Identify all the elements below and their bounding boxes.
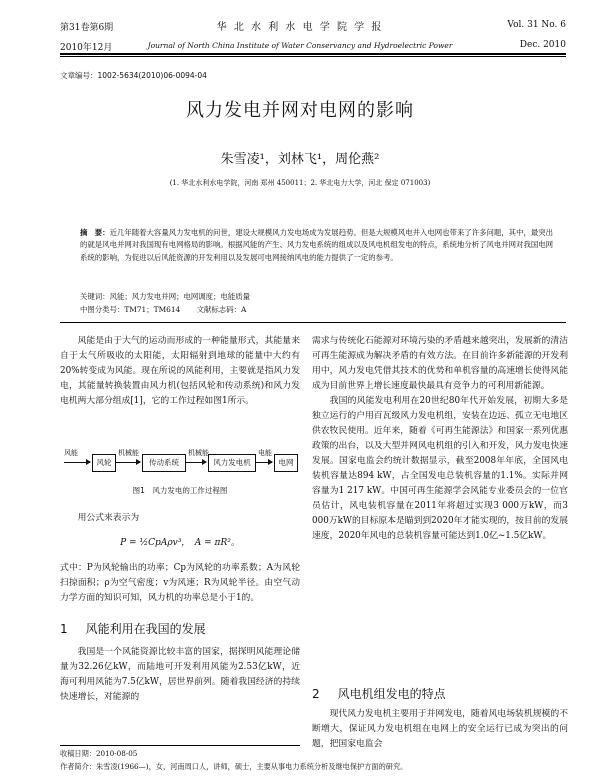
flow-label-mechanical-2: 机械能 xyxy=(188,449,209,457)
formula-explanation-text: 式中：P为风轮输出的功率；Cp为风轮的功率系数；A为风轮扫掠面积；ρ为空气密度；v为风速；R为风轮半径。由空气动力学方面的知识可知，风力机的功率总是小于1的。 xyxy=(60,563,300,603)
figure-caption: 图1 风力发电的工作过程图 xyxy=(132,486,228,495)
section-1-heading xyxy=(60,620,206,637)
flow-arrow xyxy=(256,462,272,463)
formula: P = ½CpAρv³， A = πR²。 xyxy=(120,538,240,548)
header-rule-top xyxy=(60,53,566,55)
header-volume: 第31卷第6期 xyxy=(60,23,114,33)
flow-label-wind-energy: 风能 xyxy=(64,449,78,457)
figure-1-flowchart xyxy=(64,450,300,480)
header-vol-en: Vol. 31 No. 6 xyxy=(507,20,566,30)
flow-arrow xyxy=(116,462,140,463)
flow-box-transmission: 传动系统 xyxy=(142,454,186,472)
abstract-label: 摘 要： xyxy=(80,228,110,237)
document-code: 文献标志码：A xyxy=(196,305,247,314)
section-2-heading xyxy=(312,685,446,702)
flow-arrow xyxy=(64,462,90,463)
clc-number: 中图分类号：TM71；TM614 xyxy=(80,305,181,314)
header-date-cn: 2010年12月 xyxy=(60,43,113,53)
authors: 朱雪凌¹，刘林飞¹，周伦燕² xyxy=(220,152,380,167)
header-journal-en: Journal of North China Institute of Water Conservancy and Hydroelectric Power xyxy=(147,41,453,50)
formula-intro xyxy=(60,511,300,526)
keywords: 关键词：风能；风力发电并网；电网调度；电能质量 xyxy=(80,292,250,301)
flow-box-generator: 风力发电机 xyxy=(208,454,256,472)
flow-box-rotor: 风轮 xyxy=(92,454,116,472)
section-2-paragraph: 现代风力发电机主要用于并网发电，随着风电场装机规模的不断增大，保证风力发电机组在电网上的安全运行已成为突出的问题，把国家电监会 xyxy=(312,709,568,749)
section-1-number: 1 xyxy=(60,622,68,636)
intro-paragraph: 风能是由于大气的运动而形成的一种能量形式，其能量来自于太气所吸收的太阳能，太阳辐射到地球的能量中大约有20%转变成为风能。现在所说的风能利用，主要就是指风力发电，其能量转换装置由风力机(包括风轮和传动系统)和风力发电机两大部分组成[1]，它的工作过程如图1所示。 xyxy=(60,336,300,406)
left-intro xyxy=(60,334,300,409)
right-column-body xyxy=(312,334,568,544)
author-bio: 作者简介：朱雪凌(1966—)，女，河南周口人，讲师，硕士，主要从事电力系统分析及继电保护方面的研究。 xyxy=(60,762,408,771)
abstract-text: 近几年随着大容量风力发电机的问世，建设大规模风力发电场成为发展趋势。但是大规模风电并入电网也带来了许多问题，其中，最突出的就是风电并网对我国现有电网格局的影响。根据风能的产生、风力发电系统的组成以及风电机组发电的特点，系统地分析了风电并网对我国电网系统的影响，为促进以后风能资源的开发利用以及发展可电网接纳风电的能力提供了一定的参考。 xyxy=(80,228,554,262)
section-1-title: 风能利用在我国的发展 xyxy=(85,622,206,636)
flow-label-mechanical-1: 机械能 xyxy=(118,449,139,457)
section-1-paragraph: 我国是一个风能资源比较丰富的国家，据探明风能理论储量为32.26亿kW，而陆地可开发利用风能为2.53亿kW，近海可利用风能为7.5亿kW，居世界前列。随着我国经济的持续快速增长，对能源的 xyxy=(60,647,300,702)
section-2-body xyxy=(312,707,568,752)
flow-arrow xyxy=(186,462,206,463)
received-date: 收稿日期：2010-08-05 xyxy=(60,749,138,758)
footnote-rule xyxy=(60,745,300,746)
paper-title: 风力发电并网对电网的影响 xyxy=(186,100,414,121)
flow-box-grid: 电网 xyxy=(274,454,298,472)
right-paragraph-2: 我国的风能发电利用在20世纪80年代开始发展，初期大多是独立运行的户用百瓦级风力发电机组，安装在边远、孤立无电地区供农牧民使用。近年来，随着《可再生能源法》和国家一系列优惠政策的出台，以及大型并网风电机组的引入和开发，风力发电快速发展。国家电监会约统计数据显示，截至2008年年底，全国风电装机容量达894 kW，占全国发电总装机容量的1.1%。实际并网容量为1 217 kW。中国可再生能源学会风能专业委员会的一位官员估计，风电装机容量在2011年将超过实现3 000万kW，而3 000万kW的目标原本是瞄到到2020年才能实现的，按目前的发展速度，2020年风电的总装机容量可能达到1.0亿~1.5亿kW。 xyxy=(312,396,568,541)
section-1-body xyxy=(60,645,300,705)
formula-explanation xyxy=(60,561,300,606)
section-2-number: 2 xyxy=(312,687,320,701)
formula-intro-text: 用公式来表示为 xyxy=(77,513,140,523)
abstract-divider xyxy=(60,322,566,323)
header-date-en: Dec. 2010 xyxy=(519,40,566,50)
right-paragraph-1: 需求与传统化石能源对环境污染的矛盾越来越突出，发展新的清洁可再生能源成为解决矛盾的有效方法。在目前许多新能源的开发利用中，风力发电凭借其技术的优势和单机容量的高速增长使得风能成为目前世界上增长速度最快最具有竞争力的可利用新能源。 xyxy=(312,336,568,391)
flow-label-electric: 电能 xyxy=(258,449,272,457)
classification xyxy=(80,304,560,315)
abstract xyxy=(80,227,560,264)
affiliation: (1. 华北水利水电学院，河南 郑州 450011；2. 华北电力大学，河北 保定 071003) xyxy=(169,179,431,187)
article-number: 文章编号：1002-5634(2010)06-0094-04 xyxy=(60,71,207,80)
header-rule-bottom xyxy=(60,56,566,57)
section-2-title: 风电机组发电的特点 xyxy=(337,687,446,701)
header-journal-cn: 华 北 水 利 水 电 学 院 学 报 xyxy=(216,22,384,33)
